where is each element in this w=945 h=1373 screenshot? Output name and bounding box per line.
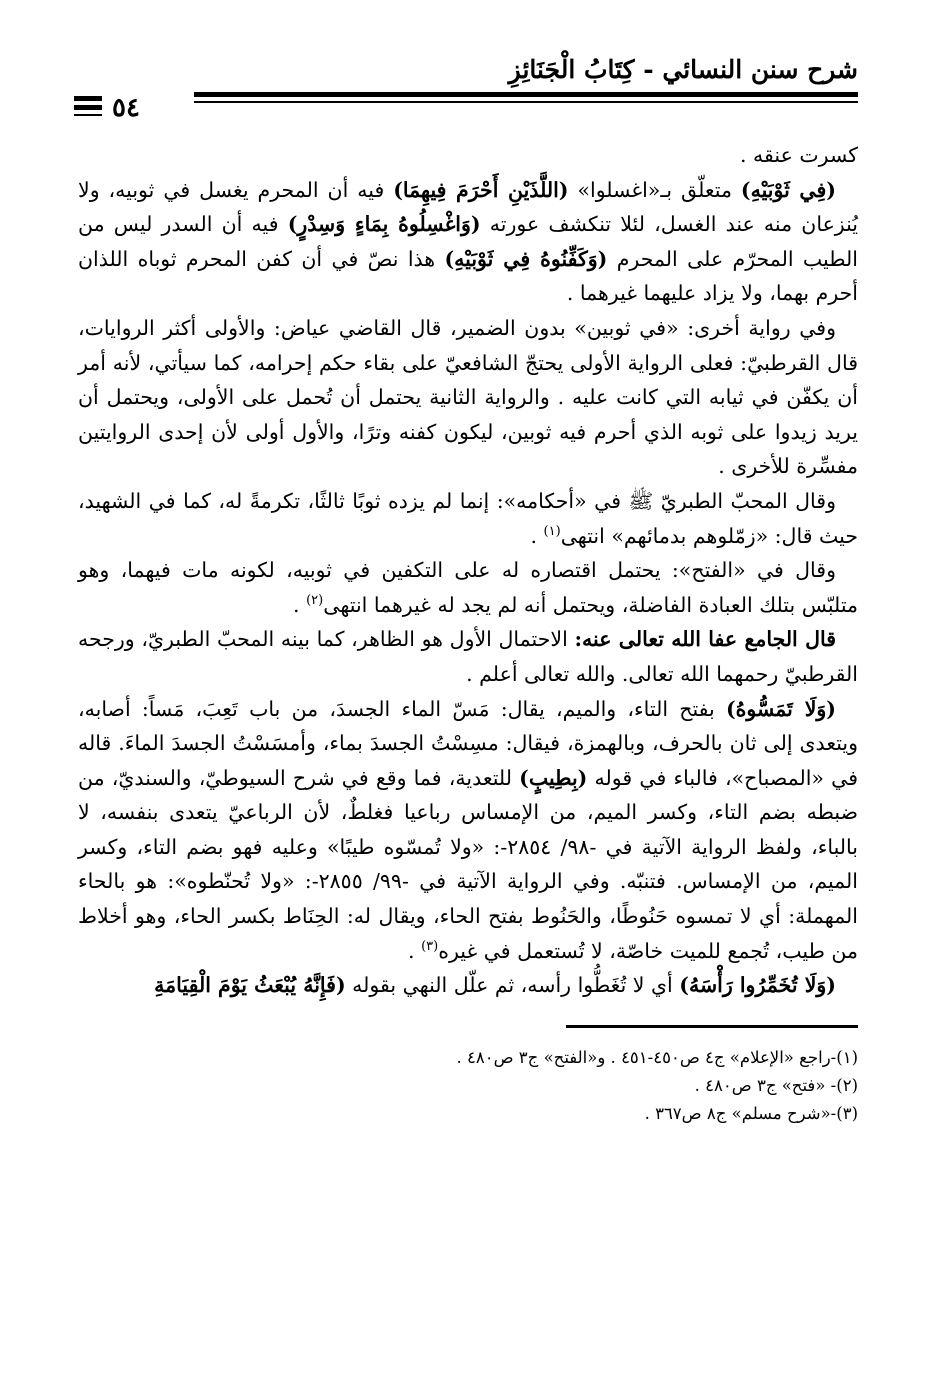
paragraph-1: كسرت عنقه .: [740, 143, 858, 167]
paragraph-3: وفي رواية أخرى: «في ثوبين» بدون الضمير، قال القاضي عياض: والأولى أكثر الروايات، قال القرطبيّ: فعلى الرواية الأولى يحتجّ الشافعيّ على بقاء حكم إحرامه، كما سيأتي، لأنه أمر أن يكفّن في ثيابه التي كانت عليه . والرواية الثانية يحتمل أن تُحمل على الأولى، ويحتمل أن يريد زيدوا على ثوبه الذي أحرم فيه ثوبين، ليكون كفنه وترًا، والأول أولى لأن إحدى الروايتين مفسِّرة للأخرى .: [78, 315, 858, 479]
footnote-1: (١)-راجع «الإعلام» ج٤ ص٤٥٠-٤٥١ . و«الفتح» ج٣ ص٤٨٠ .: [456, 1047, 858, 1067]
paragraph-6: قال الجامع عفا الله تعالى عنه: الاحتمال الأول هو الظاهر، كما بينه المحبّ الطبريّ، ورجحه القرطبيّ رحمهما الله تعالى. والله تعالى أعلم .: [78, 627, 858, 686]
footnote-ref-3: (٣): [421, 938, 439, 954]
footnotes: [78, 1044, 858, 1128]
header-rule-thick: [78, 92, 858, 97]
footnote-separator: [566, 1025, 858, 1028]
paragraph-4: وقال المحبّ الطبريّ ﷺ في «أحكامه»: إنما لم يزده ثوبًا ثالثًا، تكرمةً له، كما في الشهيد، حيث قال: «زمّلوهم بدمائهم» انتهى$^{(١)}$ .: [78, 488, 858, 548]
page-number: ٥٤: [112, 93, 140, 123]
paragraph-2: (فِي ثَوْبَيْهِ) متعلّق بـ«اغسلوا» (اللَّذَيْنِ أَحْرَمَ فِيهِمَا) فيه أن المحرم يغسل في ثوبيه، ولا يُنزعان منه عند الغسل، لئلا تنكشف عورته (وَاغْسِلُوهُ بِمَاءٍ وَسِدْرٍ) فيه أن السدر ليس من الطيب المحرّم على المحرم (وَكَفِّنُوهُ فِي ثَوْبَيْهِ) هذا نصّ في أن كفن المحرم ثوباه اللذان أحرم بهما، ولا يزاد عليهما غيرهما .: [78, 177, 858, 306]
footnote-ref-2: (٢): [306, 592, 324, 608]
header-rule-thin: [78, 101, 858, 103]
page-number-area: [74, 88, 194, 128]
running-title: شرح سنن النسائي - كِتَابُ الْجَنَائِزِ: [508, 55, 858, 84]
document-page: [78, 50, 858, 1350]
footnote-3: (٣)-«شرح مسلم» ج٨ ص٣٦٧ .: [644, 1103, 858, 1123]
paragraph-7: (وَلَا تَمَسُّوهُ) بفتح التاء، والميم، يقال: مَسّ الماء الجسدَ، من باب تَعِبَ، مَساً: أصابه، ويتعدى إلى ثان بالحرف، وبالهمزة، فيقال: مسِسْتُ الجسدَ بماء، وأمسَسْتُ الجسدَ الماءَ. قاله في «المصباح»، فالباء في قوله (بِطِيبٍ) للتعدية، فما وقع في شرح السيوطيّ، والسنديّ، من ضبطه بضم التاء، وكسر الميم، من الإمساس رباعيا فغلطٌ، لأن الرباعيّ يتعدى بنفسه، لا بالباء، ولفظ الرواية الآتية في -٩٨/ ٢٨٥٤-: «ولا تُمسّوه طيبًا» وعليه فهو بضم التاء، وكسر الميم، من الإمساس. فتنبّه. وفي الرواية الآتية في -٩٩/ ٢٨٥٥-: «ولا تُحنّطوه»: هو بالحاء المهملة: أي لا تمسوه حَنُوطًا، والحَنُوط بفتح الحاء، ويقال له: الحِنَاط بكسر الحاء، وهو أخلاط من طيب، تُجمع للميت خاصّة، لا تُستعمل في غيره$^{(٣)}$ .: [78, 696, 858, 963]
body-text: [78, 138, 858, 1003]
footnote-2: (٢)- «فتح» ج٣ ص٤٨٠ .: [694, 1075, 858, 1095]
paragraph-5: وقال في «الفتح»: يحتمل اقتصاره له على التكفين في ثوبيه، لكونه مات فيهما، وهو متلبّس بتلك العبادة الفاضلة، ويحتمل أنه لم يجد له غيرهما انتهى$^{(٢)}$ .: [78, 558, 858, 617]
footnote-ref-1: (١): [543, 523, 561, 539]
page-number-decoration: [74, 96, 102, 116]
footnote-separator-wrap: [78, 1003, 858, 1028]
page-header: [78, 50, 858, 130]
paragraph-8: (وَلَا تُخَمِّرُوا رَأْسَهُ) أي لا تُغَطُّوا رأسه، ثم علّل النهي بقوله (فَإِنَّهُ يُبْعَثُ يَوْمَ الْقِيَامَةِ: [154, 973, 836, 998]
